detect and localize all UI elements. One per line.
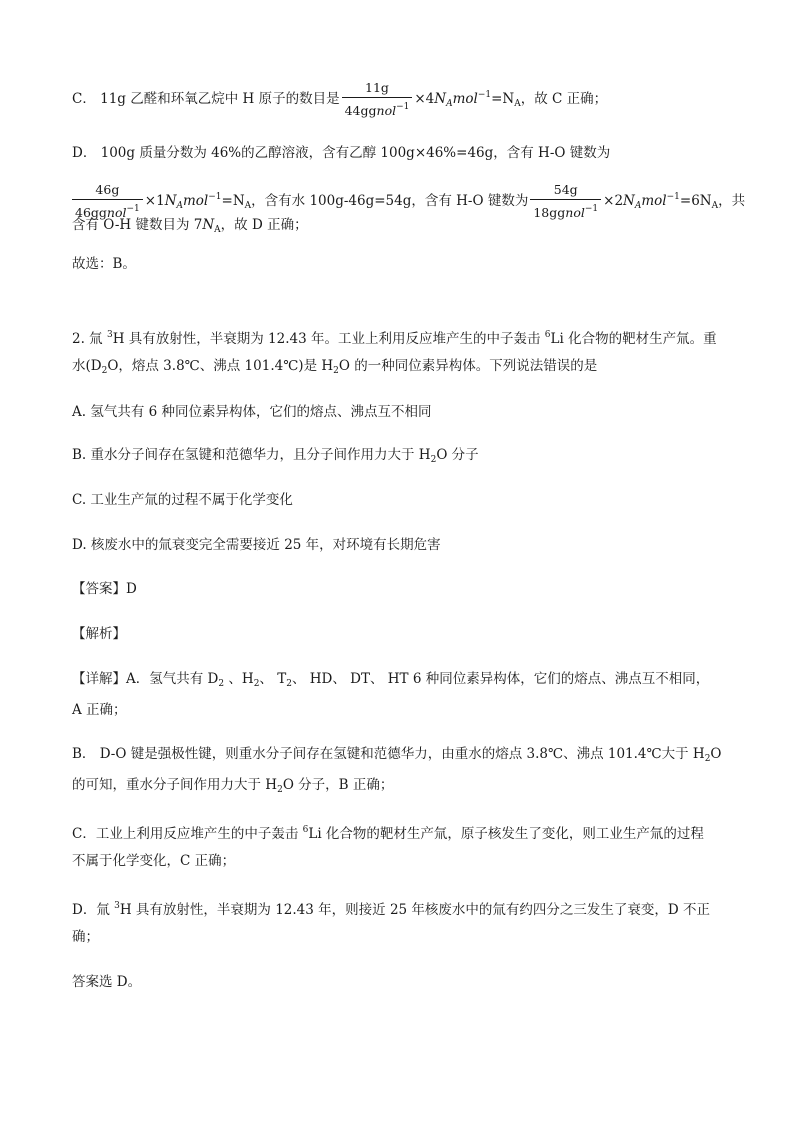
question-2-line-1	[72, 325, 724, 349]
option-d-line-3	[72, 215, 724, 240]
option-b-sub: 2	[430, 455, 437, 465]
line3-text-a: 含有 O-H 键数目为 7	[72, 217, 203, 233]
den-unit: nol	[376, 103, 397, 118]
detail-d-line-2: 确；	[72, 929, 99, 945]
times-text: ×4	[414, 91, 435, 107]
avogadro-symbol: N	[623, 193, 635, 209]
den-text: 18gg	[533, 205, 566, 220]
avogadro-sub: A	[214, 225, 221, 235]
q2-sup: 3	[106, 330, 113, 340]
q2-sup: 6	[544, 330, 551, 340]
detail-text: C．工业上利用反应堆产生的中子轰击	[72, 826, 303, 842]
choose-line-1: 故选：B。	[72, 256, 136, 272]
fraction-numerator: 54g	[553, 182, 578, 197]
den-exp: −1	[396, 102, 410, 112]
avogadro-sub: A	[446, 99, 453, 109]
mol-exp: −1	[208, 192, 222, 202]
detail-text: O 分子，B 正确；	[282, 777, 394, 793]
option-b-text: B. 重水分子间存在氢键和范德华力，且分子间作用力大于 H	[72, 447, 431, 463]
detail-sub: 2	[218, 679, 225, 689]
detail-sub: 2	[277, 785, 283, 795]
den-text: 46gg	[75, 205, 107, 220]
answer-label: 【答案】	[72, 581, 126, 597]
den-text: 44gg	[344, 103, 377, 118]
option-a: A. 氢气共有 6 种同位素异构体，它们的熔点、沸点互不相同	[72, 404, 432, 420]
den-unit: nol	[106, 205, 127, 220]
option-c-fraction	[342, 80, 413, 119]
detail-b-line-1	[72, 744, 724, 769]
option-c-prefix: C． 11g 乙醛和环氧乙烷中 H 原子的数目是	[72, 91, 340, 107]
detail-b-line-2	[72, 775, 724, 800]
avogadro-symbol: N	[164, 193, 177, 209]
detail-c-line-1	[72, 820, 724, 844]
den-exp: −1	[126, 204, 140, 214]
q2-sub: 2	[333, 366, 339, 376]
detail-text: 的可知，重水分子间作用力大于 H	[72, 777, 278, 793]
q2-text: 2. 氚	[72, 331, 107, 347]
detail-text: A．氢气共有 D	[126, 671, 219, 687]
detail-sub: 2	[286, 679, 292, 689]
detail-label: 【详解】	[72, 671, 126, 687]
detail-text: B． D-O 键是强极性键，则重水分子间存在氢键和范德华力，由重水的熔点 3.8℃、沸点 101.4℃大于 H	[72, 746, 705, 762]
q2-sub: 2	[101, 366, 108, 376]
detail-text: 、 HD、 DT、 HT 6 种同位素异构体，它们的熔点、沸点互不相同，	[291, 671, 710, 687]
detail-sup: 3	[114, 901, 120, 911]
analysis-label: 【解析】	[72, 626, 126, 642]
option-c: C. 工业生产氚的过程不属于化学变化	[72, 492, 293, 508]
option-d: D. 核废水中的氚衰变完全需要接近 25 年，对环境有长期危害	[72, 537, 441, 553]
detail-text: H 具有放射性，半衰期为 12.43 年，则接近 25 年核废水中的氚有约四分之三发生了衰变，D 不正	[119, 902, 711, 918]
detail-d-line-1	[72, 896, 724, 920]
option-d-end-text: ，共	[718, 193, 746, 209]
detail-sup: 6	[302, 825, 309, 835]
mol-exp: −1	[666, 192, 680, 202]
equals-sub: A	[514, 99, 521, 109]
mol-unit: mol	[452, 91, 478, 107]
detail-text: Li 化合物的靶材生产氚，原子核发生了变化，则工业生产氚的过程	[308, 826, 704, 842]
mol-unit: mol	[183, 193, 209, 209]
avogadro-symbol: N	[202, 217, 215, 233]
option-b	[72, 445, 724, 470]
den-exp: −1	[584, 204, 599, 214]
q2-text: H 具有放射性，半衰期为 12.43 年。工业上利用反应堆产生的中子轰击	[112, 331, 545, 347]
detail-text: 、 T	[259, 671, 287, 687]
detail-a-line-1	[72, 669, 724, 694]
mol-exp: −1	[477, 90, 492, 100]
fraction-denominator	[342, 97, 413, 119]
times-text: ×1	[144, 193, 165, 209]
avogadro-sub: A	[634, 201, 642, 211]
times-text: ×2	[603, 193, 624, 209]
detail-c-line-2: 不属于化学变化，C 正确；	[72, 853, 236, 869]
avogadro-sub: A	[176, 201, 183, 211]
final-answer-line: 答案选 D。	[72, 974, 142, 990]
option-c-line	[72, 80, 724, 119]
detail-sub: 2	[253, 679, 260, 689]
detail-a-line-2: A 正确；	[72, 702, 127, 718]
q2-text: O 的一种同位素异构体。下列说法错误的是	[338, 358, 598, 374]
avogadro-symbol: N	[434, 91, 447, 107]
detail-sub: 2	[704, 754, 711, 764]
question-2-line-2	[72, 356, 724, 381]
option-d-line-1: D． 100g 质量分数为 46%的乙醇溶液，含有乙醇 100g×46%=46g，含有 H-O 键数为	[72, 145, 611, 161]
option-b-text: O 分子	[436, 447, 479, 463]
equals-text: =N	[491, 91, 515, 107]
equals-sub: A	[244, 201, 252, 211]
option-d-mid-text: ，含有水 100g-46g=54g，含有 H-O 键数为	[251, 193, 529, 209]
fraction-numerator: 11g	[365, 80, 389, 95]
equals-text: =N	[221, 193, 245, 209]
q2-text: O，熔点 3.8℃、沸点 101.4℃)是 H	[107, 358, 334, 374]
detail-text: D．氚	[72, 902, 115, 918]
option-c-suffix: ，故 C 正确；	[520, 91, 608, 107]
q2-text: 水(D	[72, 358, 102, 374]
equals-sub: A	[711, 201, 719, 211]
answer-value: D	[126, 581, 137, 597]
fraction-numerator: 46g	[95, 182, 120, 197]
line3-text-b: ，故 D 正确；	[220, 217, 308, 233]
den-unit: nol	[565, 205, 585, 220]
detail-text: 、H	[224, 671, 254, 687]
detail-text: O	[710, 746, 722, 762]
mol-unit: mol	[641, 193, 667, 209]
answer-line	[72, 579, 724, 599]
equals-text: =6N	[679, 193, 712, 209]
q2-text: Li 化合物的靶材生产氚。重	[550, 331, 717, 347]
